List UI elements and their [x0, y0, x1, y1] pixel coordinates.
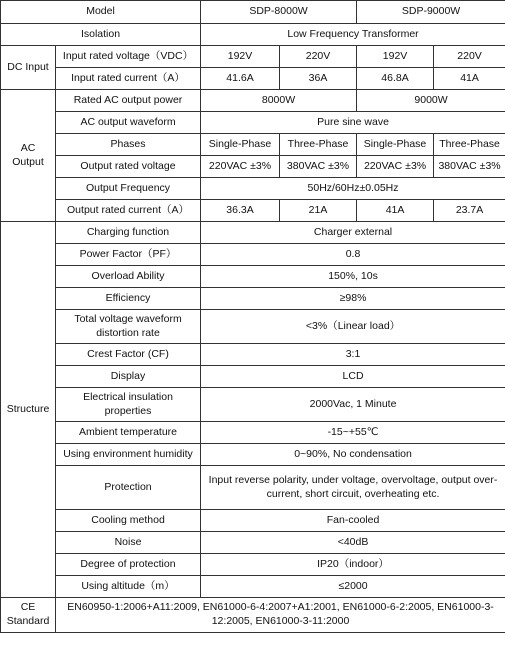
- model-b: SDP-9000W: [357, 1, 505, 24]
- cell-value: 41A: [434, 68, 505, 90]
- row-label: Phases: [56, 134, 201, 156]
- row-label: Electrical insulation properties: [56, 388, 201, 422]
- cell-value: 220V: [280, 46, 357, 68]
- row-label: Overload Ability: [56, 266, 201, 288]
- cell-value: Pure sine wave: [201, 112, 505, 134]
- cell-value: 380VAC ±3%: [280, 156, 357, 178]
- cell-value: 220VAC ±3%: [201, 156, 280, 178]
- cell-value: <40dB: [201, 532, 505, 554]
- cell-value: Single-Phase: [201, 134, 280, 156]
- cell-value: 50Hz/60Hz±0.05Hz: [201, 178, 505, 200]
- cell-value: 380VAC ±3%: [434, 156, 505, 178]
- table-row: [1, 598, 505, 633]
- cell-value: 21A: [280, 200, 357, 222]
- table-row: [1, 576, 505, 598]
- row-label: Charging function: [56, 222, 201, 244]
- group-dc-input: DC Input: [1, 46, 56, 90]
- cell-value: 36.3A: [201, 200, 280, 222]
- cell-value: -15~+55℃: [201, 422, 505, 444]
- cell-value: 36A: [280, 68, 357, 90]
- cell-value: 9000W: [357, 90, 505, 112]
- cell-value: 220VAC ±3%: [357, 156, 434, 178]
- model-label: Model: [1, 1, 201, 24]
- table-row: [1, 200, 505, 222]
- cell-value: 46.8A: [357, 68, 434, 90]
- cell-value: LCD: [201, 366, 505, 388]
- cell-value: ≤2000: [201, 576, 505, 598]
- table-row: [1, 388, 505, 422]
- row-label: Efficiency: [56, 288, 201, 310]
- cell-value: 41.6A: [201, 68, 280, 90]
- table-row: [1, 156, 505, 178]
- cell-value: ≥98%: [201, 288, 505, 310]
- table-row: [1, 366, 505, 388]
- table-row: [1, 422, 505, 444]
- cell-value: Charger external: [201, 222, 505, 244]
- group-ce-standard: CE Standard: [1, 598, 56, 633]
- group-ac-output: AC Output: [1, 90, 56, 222]
- row-label: Rated AC output power: [56, 90, 201, 112]
- table-row: [1, 68, 505, 90]
- cell-value: 150%, 10s: [201, 266, 505, 288]
- row-label: Cooling method: [56, 510, 201, 532]
- table-row: [1, 444, 505, 466]
- isolation-label: Isolation: [1, 24, 201, 46]
- table-row: [1, 90, 505, 112]
- row-label: Display: [56, 366, 201, 388]
- row-label: Using environment humidity: [56, 444, 201, 466]
- row-label: Input rated voltage（VDC）: [56, 46, 201, 68]
- cell-value: Single-Phase: [357, 134, 434, 156]
- table-row: [1, 554, 505, 576]
- table-row: [1, 466, 505, 510]
- row-label: Output rated voltage: [56, 156, 201, 178]
- row-label: Total voltage waveform distortion rate: [56, 310, 201, 344]
- table-row: [1, 112, 505, 134]
- table-row: [1, 46, 505, 68]
- cell-value: <3%（Linear load）: [201, 310, 505, 344]
- table-row: [1, 310, 505, 344]
- row-label: Power Factor（PF）: [56, 244, 201, 266]
- ce-standard-value: EN60950-1:2006+A11:2009, EN61000-6-4:2007+A1:2001, EN61000-6-2:2005, EN61000-3-12:2005, EN61000-3-11:2000: [56, 598, 505, 633]
- table-row: [1, 134, 505, 156]
- row-label: Ambient temperature: [56, 422, 201, 444]
- row-label: AC output waveform: [56, 112, 201, 134]
- cell-value: 192V: [357, 46, 434, 68]
- table-row: [1, 288, 505, 310]
- table-row: [1, 178, 505, 200]
- table-row: [1, 222, 505, 244]
- table-row: [1, 244, 505, 266]
- cell-value: Fan-cooled: [201, 510, 505, 532]
- row-label: Output Frequency: [56, 178, 201, 200]
- cell-value: 0.8: [201, 244, 505, 266]
- row-label: Degree of protection: [56, 554, 201, 576]
- cell-value: 2000Vac, 1 Minute: [201, 388, 505, 422]
- cell-value: Three-Phase: [280, 134, 357, 156]
- row-label: Output rated current（A）: [56, 200, 201, 222]
- cell-value: 23.7A: [434, 200, 505, 222]
- cell-value: Three-Phase: [434, 134, 505, 156]
- row-label: Noise: [56, 532, 201, 554]
- table-row: [1, 1, 505, 24]
- cell-value: 0~90%, No condensation: [201, 444, 505, 466]
- table-row: [1, 24, 505, 46]
- cell-value: 8000W: [201, 90, 357, 112]
- cell-value: Input reverse polarity, under voltage, overvoltage, output over-current, short circuit, overheating etc.: [201, 466, 505, 510]
- cell-value: 3:1: [201, 344, 505, 366]
- isolation-value: Low Frequency Transformer: [201, 24, 505, 46]
- cell-value: 220V: [434, 46, 505, 68]
- table-row: [1, 266, 505, 288]
- row-label: Protection: [56, 466, 201, 510]
- cell-value: 41A: [357, 200, 434, 222]
- cell-value: IP20（indoor）: [201, 554, 505, 576]
- model-a: SDP-8000W: [201, 1, 357, 24]
- group-structure: Structure: [1, 222, 56, 598]
- row-label: Input rated current（A）: [56, 68, 201, 90]
- row-label: Using altitude（m）: [56, 576, 201, 598]
- row-label: Crest Factor (CF): [56, 344, 201, 366]
- table-row: [1, 532, 505, 554]
- table-row: [1, 344, 505, 366]
- cell-value: 192V: [201, 46, 280, 68]
- table-row: [1, 510, 505, 532]
